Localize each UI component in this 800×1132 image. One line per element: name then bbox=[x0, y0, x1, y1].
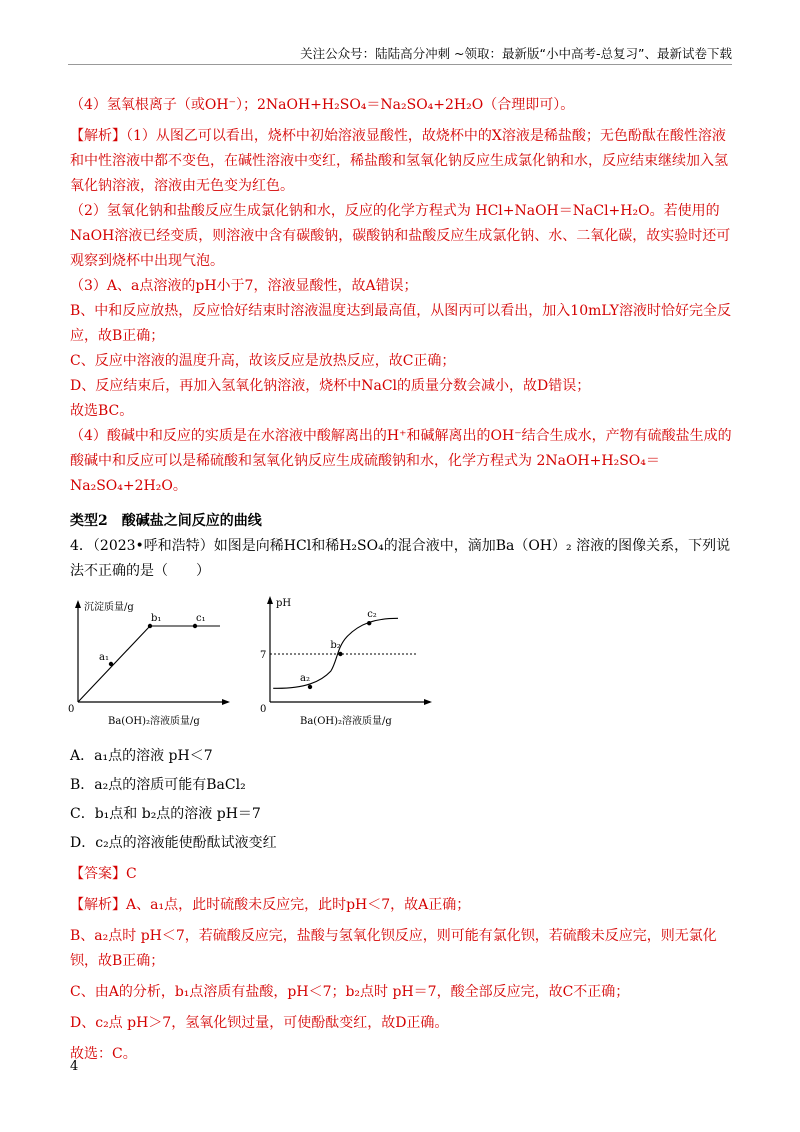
point-label-1: b₁ bbox=[151, 613, 162, 624]
y-axis-arrow bbox=[75, 600, 81, 608]
ph-curve bbox=[273, 618, 398, 688]
option-a: A．a₁点的溶液 pH＜7 bbox=[70, 748, 213, 764]
origin-label: 0 bbox=[68, 704, 75, 715]
option-d: D．c₂点的溶液能使酚酞试液变红 bbox=[70, 835, 277, 851]
point-0 bbox=[308, 685, 312, 689]
point-0 bbox=[109, 662, 113, 666]
option-c: C．b₁点和 b₂点的溶液 pH＝7 bbox=[70, 806, 261, 822]
y-axis-label: 沉淀质量/g bbox=[84, 602, 134, 613]
x-axis-label: Ba(OH)₂溶液质量/g bbox=[108, 716, 200, 727]
section-title: 酸碱盐之间反应的曲线 bbox=[121, 513, 262, 529]
point-2 bbox=[367, 621, 371, 625]
answer-item-4: （4）氢氧根离子（或OH⁻）；2NaOH+H₂SO₄＝Na₂SO₄+2H₂O（合理即可）。 bbox=[70, 97, 575, 113]
point-2 bbox=[193, 624, 197, 628]
point-label-1: b₂ bbox=[330, 640, 341, 651]
solution-3: C、由A的分析，b₁点溶质有盐酸，pH＜7；b₂点时 pH＝7，酸全部反应完，故C不正确； bbox=[70, 984, 630, 1000]
section-label: 类型2 bbox=[70, 513, 108, 529]
x-axis-arrow bbox=[222, 699, 230, 705]
precipitate-chart-svg bbox=[70, 590, 240, 740]
analysis-3d: D、反应结束后，再加入氢氧化钠溶液，烧杯中NaCl的质量分数会减小，故D错误； bbox=[70, 378, 591, 394]
page-content bbox=[70, 93, 732, 1067]
solution-2: B、a₂点时 pH＜7，若硫酸反应完，盐酸与氢氧化钡反应，则可能有氯化钡，若硫酸未反应完，则无氯化钡，故B正确； bbox=[70, 928, 717, 969]
option-b: B．a₂点的溶质可能有BaCl₂ bbox=[70, 777, 246, 793]
origin-label: 0 bbox=[260, 704, 267, 715]
y-axis-arrow bbox=[267, 596, 273, 604]
point-label-2: c₂ bbox=[367, 609, 377, 621]
analysis-3b: B、中和反应放热，反应恰好结束时溶液温度达到最高值，从图丙可以看出，加入10mLY溶液时恰好完全反应，故B正确； bbox=[70, 303, 732, 344]
ph-chart-svg bbox=[260, 590, 440, 740]
analysis-1: 【解析】（1）从图乙可以看出，烧杯中初始溶液显酸性，故烧杯中的X溶液是稀盐酸；无色酚酞在酸性溶液和中性溶液中都不变色，在碱性溶液中变红，稀盐酸和氢氧化钠反应生成氯化钠和水，反应结束继续加入氢氧化钠溶液，溶液由无色变为红色。 bbox=[70, 128, 728, 194]
page-header: 关注公众号：陆陆高分冲刺 ~领取：最新版“小中高考-总复习”、最新试卷下载 bbox=[300, 46, 732, 61]
analysis-4: （4）酸碱中和反应的实质是在水溶液中酸解离出的H⁺和碱解离出的OH⁻结合生成水，产物有硫酸盐生成的酸碱中和反应可以是稀硫酸和氢氧化钠反应生成硫酸钠和水，化学方程式为 2NaOH+H₂SO₄＝Na₂SO₄+2H₂O。 bbox=[70, 428, 732, 494]
analysis-3a: （3）A、a点溶液的pH小于7，溶液显酸性，故A错误； bbox=[70, 278, 418, 294]
solution-4: D、c₂点 pH＞7，氢氧化钡过量，可使酚酞变红，故D正确。 bbox=[70, 1015, 449, 1031]
point-1 bbox=[148, 624, 152, 628]
answer-tag: 【答案】 bbox=[70, 866, 126, 882]
header-divider bbox=[68, 64, 732, 65]
chart-precipitate bbox=[70, 590, 240, 740]
answer-line bbox=[70, 862, 732, 887]
ph7-tick-label: 7 bbox=[260, 650, 267, 661]
point-label-0: a₁ bbox=[99, 652, 109, 663]
x-axis-label: Ba(OH)₂溶液质量/g bbox=[300, 716, 392, 727]
solution-5: 故选：C。 bbox=[70, 1046, 137, 1062]
solution-tag: 【解析】 bbox=[70, 897, 126, 913]
analysis-3c: C、反应中溶液的温度升高，故该反应是放热反应，故C正确； bbox=[70, 353, 456, 369]
question-figures bbox=[70, 590, 732, 740]
analysis-2: （2）氢氧化钠和盐酸反应生成氯化钠和水，反应的化学方程式为 HCl+NaOH＝NaCl+H₂O。若使用的NaOH溶液已经变质，则溶液中含有碳酸钠，碳酸钠和盐酸反应生成氯化钠、水、二氧化碳，故实验时还可观察到烧杯中出现气泡。 bbox=[70, 203, 731, 269]
analysis-3e: 故选BC。 bbox=[70, 403, 134, 419]
section-heading bbox=[70, 509, 732, 534]
question-stem: 4．（2023•呼和浩特）如图是向稀HCl和稀H₂SO₄的混合液中，滴加Ba（OH）₂ 溶液的图像关系，下列说法不正确的是（ ） bbox=[70, 538, 731, 579]
point-1 bbox=[338, 652, 342, 656]
chart-ph bbox=[260, 590, 440, 740]
analysis-tag: 【解析】 bbox=[70, 128, 126, 144]
point-label-2: c₁ bbox=[196, 613, 206, 624]
answer-value: C bbox=[126, 866, 137, 882]
y-axis-label: pH bbox=[276, 598, 292, 609]
x-axis-arrow bbox=[424, 699, 432, 705]
precipitate-curve bbox=[78, 626, 220, 702]
page-number: 4 bbox=[70, 1059, 79, 1074]
solution-1: 【解析】A、a₁点，此时硫酸未反应完，此时pH＜7，故A正确； bbox=[70, 897, 471, 913]
point-label-0: a₂ bbox=[300, 672, 310, 684]
